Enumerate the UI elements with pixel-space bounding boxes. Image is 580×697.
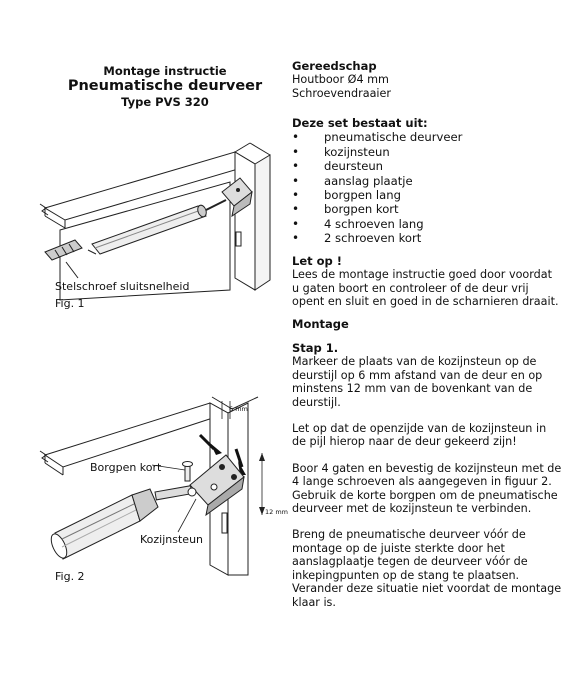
parts-list [292, 130, 562, 245]
list-item: • aanslag plaatje [292, 174, 562, 188]
attention-heading: Let op ! [292, 254, 343, 268]
step1-paragraph: Boor 4 gaten en bevestig de kozijnsteun met de 4 lange schroeven als aangegeven in figuur 2. Gebruik de korte borgpen om de pneumatische deurveer met de kozijnsteun te verbinden. [292, 461, 562, 516]
doc-title-main: Pneumatische deurveer [67, 78, 263, 94]
parts-section [292, 117, 562, 246]
list-item: • pneumatische deurveer [292, 130, 562, 144]
list-item: • deursteun [292, 159, 562, 173]
list-item: • 2 schroeven kort [292, 231, 562, 245]
parts-heading: Deze set bestaat uit: [292, 116, 428, 130]
tools-heading: Gereedschap [292, 59, 377, 73]
tools-section [292, 60, 562, 100]
figure2-label-bracket: Kozijnsteun [140, 533, 204, 546]
step1-heading: Stap 1. [292, 341, 339, 355]
list-item: • 4 schroeven lang [292, 217, 562, 231]
montage-heading [292, 318, 562, 331]
step1-paragraph: Markeer de plaats van de kozijnsteun op de deurstijl op 6 mm afstand van de deur en op minstens 12 mm van de bovenkant van de deurstijl. [292, 355, 543, 409]
attention-text: Lees de montage instructie goed door voordat u gaten boort en controleer of de deur vrij opent en sluit en goed in de scharnieren draait. [292, 268, 559, 309]
step1-paragraph: Breng de pneumatische deurveer vóór de montage op de juiste sterkte door het aanslagplaatje tegen de deurveer vóór de inkepingpunten op de stang te plaatsen. Verander deze situatie niet voordat de montage klaar is. [292, 528, 562, 609]
figure2-caption: Fig. 2 [55, 570, 85, 583]
doc-title-type: Type PVS 320 [121, 95, 209, 109]
figure2-label-pin: Borgpen kort [90, 461, 162, 474]
figure2-illustration [0, 395, 290, 585]
doc-title-line1: Montage instructie [103, 64, 227, 78]
figure2-dim-6mm: 6 mm [229, 405, 248, 413]
tools-item: Schroevendraaier [292, 86, 392, 100]
step1-paragraph: Let op dat de openzijde van de kozijnsteun in de pijl hierop naar de deur gekeerd zijn! [292, 422, 547, 449]
step1-section [292, 342, 562, 609]
list-item: • borgpen lang [292, 188, 562, 202]
attention-section [292, 255, 562, 309]
montage-heading-text: Montage [292, 317, 349, 331]
list-item: • kozijnsteun [292, 145, 562, 159]
figure1-label-screw: Stelschroef sluitsnelheid [55, 280, 190, 293]
figure1-caption: Fig. 1 [55, 297, 85, 310]
tools-item: Houtboor Ø4 mm [292, 73, 389, 87]
list-item: • borgpen kort [292, 202, 562, 216]
figure2-dim-12mm: 12 mm [265, 508, 289, 516]
